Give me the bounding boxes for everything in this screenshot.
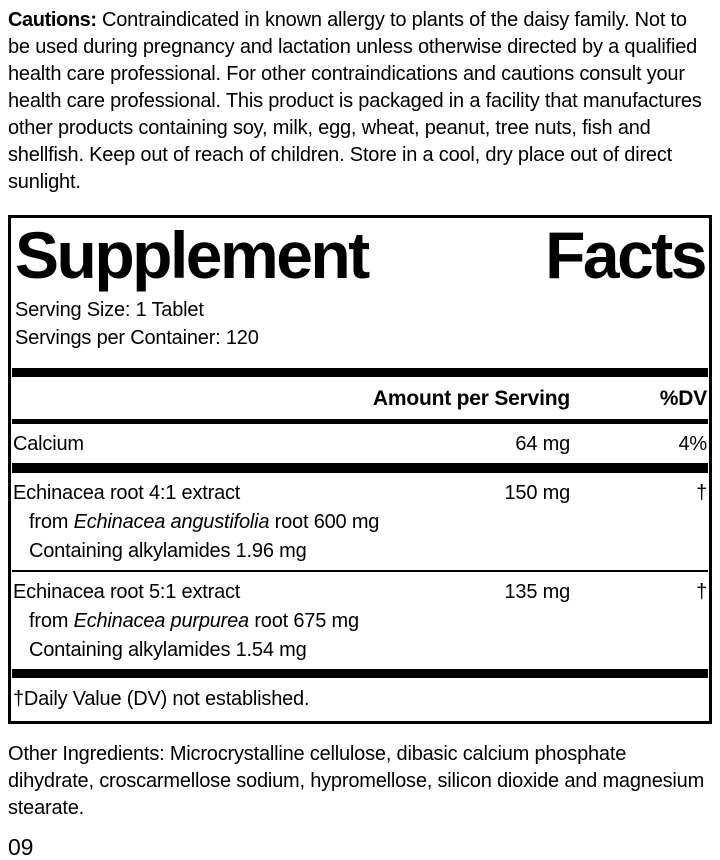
nutrient-dv: † xyxy=(696,482,707,504)
serving-info xyxy=(13,290,707,368)
nutrient-line xyxy=(13,479,707,508)
table-row xyxy=(13,572,707,669)
supplement-facts-panel xyxy=(8,215,712,724)
table-header-row xyxy=(13,377,707,419)
source-text: root 600 mg xyxy=(269,511,380,533)
title-word-supplement: Supplement xyxy=(15,218,368,292)
table-row xyxy=(13,473,707,570)
source-text: root 675 mg xyxy=(248,610,359,632)
detail-text: Containing alkylamides 1.96 mg xyxy=(29,540,307,562)
dv-footnote: †Daily Value (DV) not established. xyxy=(13,688,310,710)
footer-code: 09 xyxy=(8,834,34,860)
detail-text: Containing alkylamides 1.54 mg xyxy=(29,639,307,661)
nutrient-amount: 135 mg xyxy=(504,581,570,603)
nutrient-amount: 150 mg xyxy=(504,482,570,504)
percent-dv-header: %DV xyxy=(659,387,707,410)
species-name: Echinacea purpurea xyxy=(73,610,249,632)
title-word-facts: Facts xyxy=(545,218,705,292)
source-text: from xyxy=(29,610,74,632)
panel-title xyxy=(13,218,707,290)
table-row xyxy=(13,424,707,463)
source-text: from xyxy=(29,511,74,533)
cautions-text: Contraindicated in known allergy to plants of the daisy family. Not to be used during pregnancy and lactation unless otherwise directed by a qualified health care professional. For other contraindications and cautions consult your health care professional. This product is packaged in a facility that manufactures other products containing soy, milk, egg, wheat, peanut, tree nuts, fish and shellfish. Keep out of reach of children. Store in a cool, dry place out of direct sunlight. xyxy=(8,9,702,193)
nutrient-name: Echinacea root 5:1 extract xyxy=(13,581,241,603)
servings-per-container: Servings per Container: 120 xyxy=(15,327,259,349)
nutrient-name: Echinacea root 4:1 extract xyxy=(13,482,241,504)
cautions-label: Cautions: xyxy=(8,9,97,31)
nutrient-source-line xyxy=(13,607,707,636)
serving-size: Serving Size: 1 Tablet xyxy=(15,299,204,321)
nutrient-line xyxy=(13,578,707,607)
nutrient-detail-line xyxy=(13,537,707,566)
nutrient-source-line xyxy=(13,508,707,537)
divider-bar-thick xyxy=(12,669,708,678)
nutrient-detail-line xyxy=(13,636,707,665)
nutrient-name: Calcium xyxy=(13,433,84,455)
other-ingredients-paragraph: Other Ingredients: Microcrystalline cellulose, dibasic calcium phosphate dihydrate, croscarmellose sodium, hypromellose, silicon dioxide and magnesium stearate. xyxy=(8,743,705,819)
nutrient-dv: † xyxy=(696,581,707,603)
divider-bar-thick xyxy=(12,463,708,473)
amount-per-serving-header: Amount per Serving xyxy=(372,387,570,410)
divider-bar-thick xyxy=(12,368,708,377)
species-name: Echinacea angustifolia xyxy=(73,511,270,533)
nutrient-amount: 64 mg xyxy=(515,433,570,455)
nutrient-line xyxy=(13,430,707,459)
cautions-paragraph xyxy=(0,0,720,196)
nutrient-dv: 4% xyxy=(678,433,707,455)
